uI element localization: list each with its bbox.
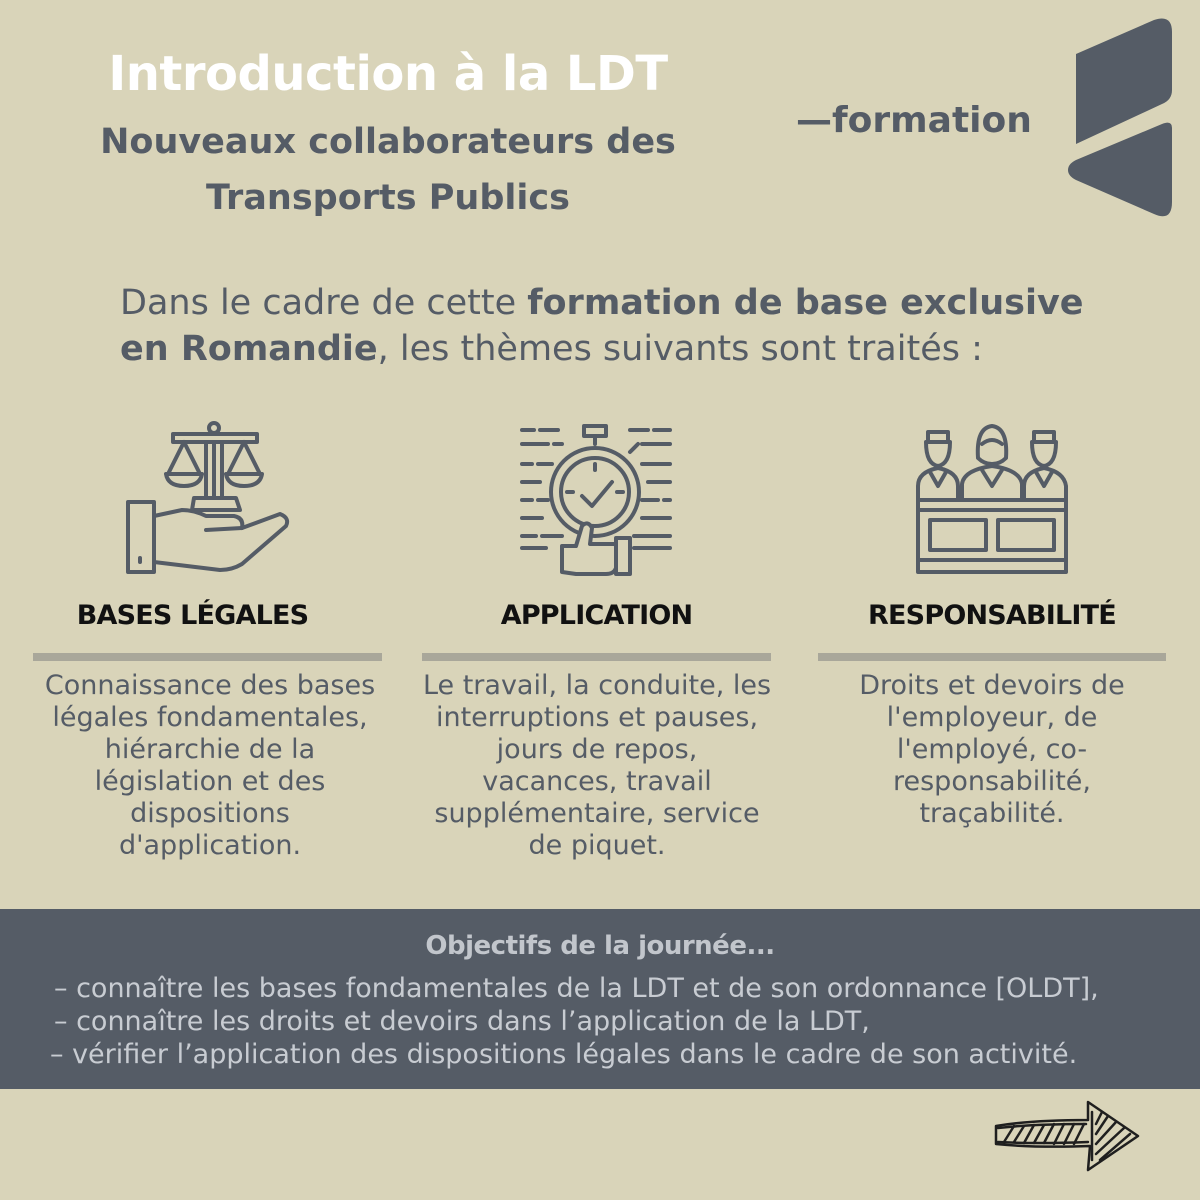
intro-text-1: Dans le cadre de cette: [120, 283, 528, 323]
column-text-responsabilite: Droits et devoirs de l'employeur, de l'employé, co- responsabilité, traçabilité.: [859, 670, 1125, 829]
stopwatch-thumbs-up-icon: [518, 422, 674, 578]
intro-bold-2: en Romandie: [120, 329, 378, 369]
intro-text-2: , les thèmes suivants sont traités :: [377, 329, 983, 369]
intro-paragraph: [120, 280, 1120, 372]
court-jury-icon: [914, 420, 1070, 576]
column-text-bases-legales: Connaissance des bases légales fondamentales, hiérarchie de la législation et des dispositions d'application.: [44, 670, 376, 861]
subtitle-line-2: Transports Publics: [206, 178, 570, 218]
objectives-title: Objectifs de la journée...: [425, 931, 775, 961]
page-subtitle: [60, 114, 716, 226]
brand-text: —formation: [796, 100, 1032, 141]
column-divider: [33, 653, 382, 661]
objective-item: – vérifier l’application des dispositions légales dans le cadre de son activité.: [50, 1039, 1078, 1070]
scale-hand-icon: [122, 420, 292, 578]
column-title-bases-legales: BASES LÉGALES: [76, 600, 309, 631]
column-divider: [818, 653, 1166, 661]
column-divider: [422, 653, 771, 661]
brand-logo-icon: [1066, 16, 1174, 218]
objective-item: – connaître les bases fondamentales de la LDT et de son ordonnance [OLDT],: [54, 973, 1099, 1004]
column-title-application: APPLICATION: [500, 600, 693, 631]
column-text-application: Le travail, la conduite, les interruptions et pauses, jours de repos, vacances, travail supplémentaire, service de piquet.: [422, 670, 772, 861]
objective-item: – connaître les droits et devoirs dans l’application de la LDT,: [54, 1006, 870, 1037]
objectives-panel: [0, 909, 1200, 1089]
column-title-responsabilite: RESPONSABILITÉ: [868, 600, 1116, 631]
page-title: Introduction à la LDT: [108, 46, 668, 102]
intro-bold-1: formation de base exclusive: [527, 283, 1084, 323]
subtitle-line-1: Nouveaux collaborateurs des: [100, 122, 676, 162]
hand-drawn-arrow-icon[interactable]: [992, 1098, 1144, 1174]
